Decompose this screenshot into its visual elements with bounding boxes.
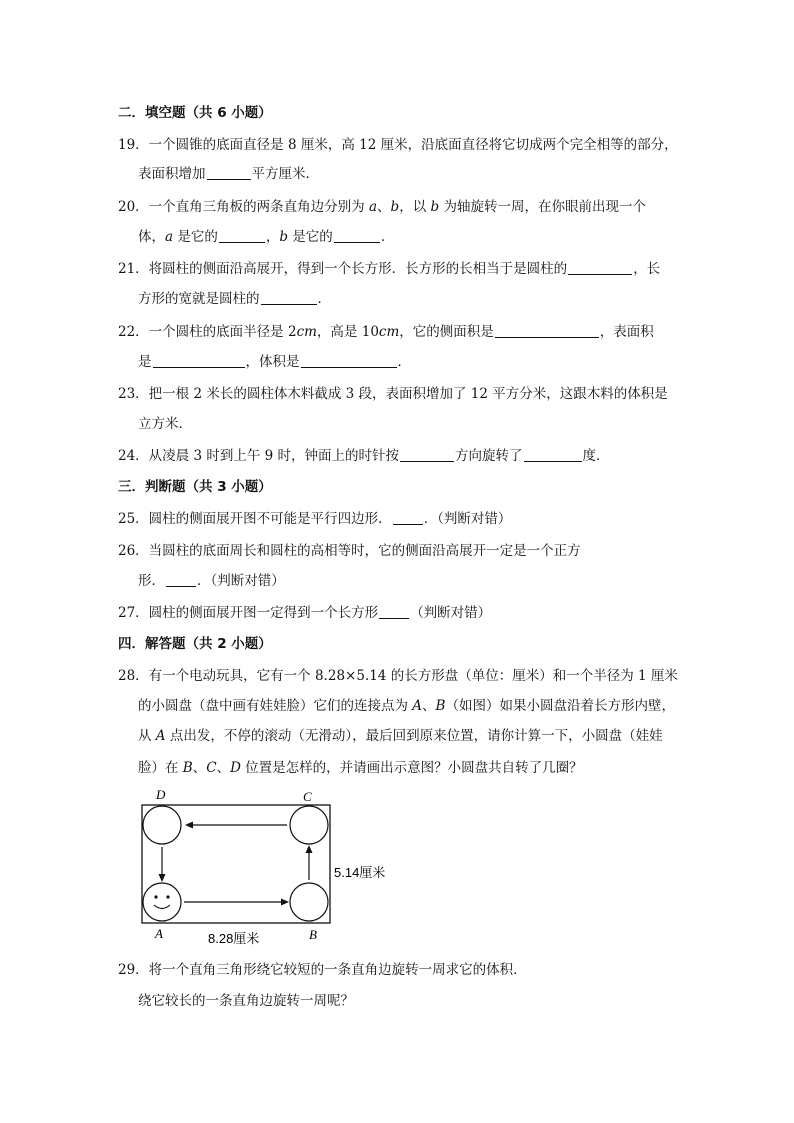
q28-text-6: 位置是怎样的，并请画出示意图？小圆盘共自转了几圈？ bbox=[240, 760, 583, 776]
q28-point-d: D bbox=[230, 760, 241, 776]
q20-text-8: ． bbox=[380, 229, 395, 245]
disc-position-c bbox=[290, 806, 328, 844]
disc-position-b bbox=[290, 883, 328, 921]
q25-text-2: ．（判断对错） bbox=[423, 511, 512, 527]
q26-text-2: ．（判断对错） bbox=[197, 573, 285, 589]
q20-var-b-2: b bbox=[279, 229, 289, 245]
q20-text-7: 是它的 bbox=[288, 229, 333, 245]
q28-point-b: B bbox=[435, 698, 446, 714]
label-a: A bbox=[155, 926, 163, 941]
q22-unit-1: cm bbox=[296, 324, 317, 340]
q28-sep-3: 、 bbox=[216, 760, 231, 776]
section-heading-fill-blank: 二．填空题（共 6 小题） bbox=[118, 105, 272, 121]
q24-text-3: 度． bbox=[582, 448, 610, 464]
q20-sep: 、 bbox=[377, 199, 391, 215]
q20-text-2: ，以 bbox=[399, 199, 431, 215]
q24-text-2: 方向旋转了 bbox=[455, 448, 523, 464]
arrow-d-to-a-head bbox=[159, 874, 166, 882]
question-23-line-1: 23．把一根 2 米长的圆柱体木料截成 3 段，表面积增加了 12 平方分米，这跟木料的体积是 bbox=[118, 386, 668, 402]
height-label: 5.14厘米 bbox=[334, 865, 386, 880]
q28-text-3: 从 bbox=[138, 728, 156, 744]
label-d: D bbox=[156, 787, 166, 802]
q22-text-2: ，高是 10 bbox=[316, 324, 379, 340]
q20-text-5: 是它的 bbox=[173, 229, 218, 245]
section-heading-true-false: 三．判断题（共 3 小题） bbox=[118, 479, 272, 495]
q22-text-6: ，体积是 bbox=[245, 354, 300, 370]
q20-text-3: 为轴旋转一周，在你眼前出现一个 bbox=[439, 199, 646, 215]
question-28-line-1: 28．有一个电动玩具，它有一个 8.28×5.14 的长方形盘（单位：厘米）和一个半径为 1 厘米 bbox=[118, 668, 678, 684]
q20-var-b-axis: b bbox=[430, 199, 440, 215]
q27-text-2: （判断对错） bbox=[410, 605, 492, 621]
q21-text-4: ． bbox=[317, 291, 331, 307]
q20-text-1: 20．一个直角三角板的两条直角边分别为 bbox=[118, 199, 369, 215]
q19-text-2: 平方厘米． bbox=[251, 166, 319, 182]
arrow-c-to-d-head bbox=[185, 822, 193, 829]
q28-point-c: C bbox=[206, 760, 217, 776]
q19-text-1: 表面积增加 bbox=[138, 166, 206, 182]
q24-text-1: 24．从凌晨 3 时到上午 9 时，钟面上的时针按 bbox=[118, 448, 400, 464]
label-c: C bbox=[303, 789, 312, 804]
q21-text-2: ，长 bbox=[633, 261, 661, 277]
q28-point-b-2: B bbox=[182, 760, 193, 776]
q28-text-5: 脸）在 bbox=[138, 760, 183, 776]
disc-position-d bbox=[143, 806, 181, 844]
q28-point-a-2: A bbox=[155, 728, 166, 744]
question-23-line-2: 立方米． bbox=[138, 416, 192, 432]
section-heading-solve: 四．解答题（共 2 小题） bbox=[118, 636, 272, 652]
q22-text-4: ，表面积 bbox=[599, 324, 654, 340]
q28-text-2: （如图）如果小圆盘沿着长方形内壁， bbox=[445, 698, 675, 714]
q20-text-6: ， bbox=[265, 229, 280, 245]
width-label: 8.28厘米 bbox=[208, 931, 260, 946]
arrow-a-to-b-head bbox=[281, 899, 289, 906]
question-19-line-1: 19．一个圆锥的底面直径是 8 厘米，高 12 厘米，沿底面直径将它切成两个完全相等的部分， bbox=[118, 137, 678, 153]
q28-text-1: 的小圆盘（盘中画有娃娃脸）它们的连接点为 bbox=[138, 698, 413, 714]
q28-sep-2: 、 bbox=[192, 760, 207, 776]
label-b: B bbox=[309, 927, 317, 942]
q21-text-1: 21．将圆柱的侧面沿高展开，得到一个长方形．长方形的长相当于是圆柱的 bbox=[118, 261, 568, 277]
q20-var-a: a bbox=[368, 199, 378, 215]
q28-point-a: A bbox=[412, 698, 423, 714]
q21-text-3: 方形的宽就是圆柱的 bbox=[138, 291, 260, 307]
q20-var-a-2: a bbox=[165, 229, 174, 245]
q28-sep: 、 bbox=[422, 698, 436, 714]
q20-var-b: b bbox=[390, 199, 400, 215]
face-right-eye bbox=[166, 895, 169, 898]
q22-text-5: 是 bbox=[138, 354, 152, 370]
q22-text-3: ，它的侧面积是 bbox=[399, 324, 494, 340]
question-26-line-1: 26．当圆柱的底面周长和圆柱的高相等时，它的侧面沿高展开一定是一个正方 bbox=[118, 543, 581, 559]
q26-text-1: 形． bbox=[138, 573, 165, 589]
face-left-eye bbox=[154, 895, 157, 898]
q20-text-4: 体， bbox=[138, 229, 165, 245]
disc-position-a-face bbox=[143, 883, 181, 921]
q28-text-4: 点出发，不停的滚动（无滑动），最后回到原来位置，请你计算一下，小圆盘（娃娃 bbox=[165, 728, 663, 744]
question-29-line-2: 绕它较长的一条直角边旋转一周呢？ bbox=[138, 993, 354, 1009]
question-29-line-1: 29．将一个直角三角形绕它较短的一条直角边旋转一周求它的体积． bbox=[118, 962, 527, 978]
q25-text-1: 25．圆柱的侧面展开图不可能是平行四边形． bbox=[118, 511, 392, 527]
q22-text-1: 22．一个圆柱的底面半径是 2 bbox=[118, 324, 297, 340]
q22-unit-2: cm bbox=[378, 324, 400, 340]
arrow-b-to-c-head bbox=[306, 845, 313, 853]
q22-text-7: ． bbox=[397, 354, 411, 370]
q27-text-1: 27．圆柱的侧面展开图一定得到一个长方形 bbox=[118, 605, 379, 621]
